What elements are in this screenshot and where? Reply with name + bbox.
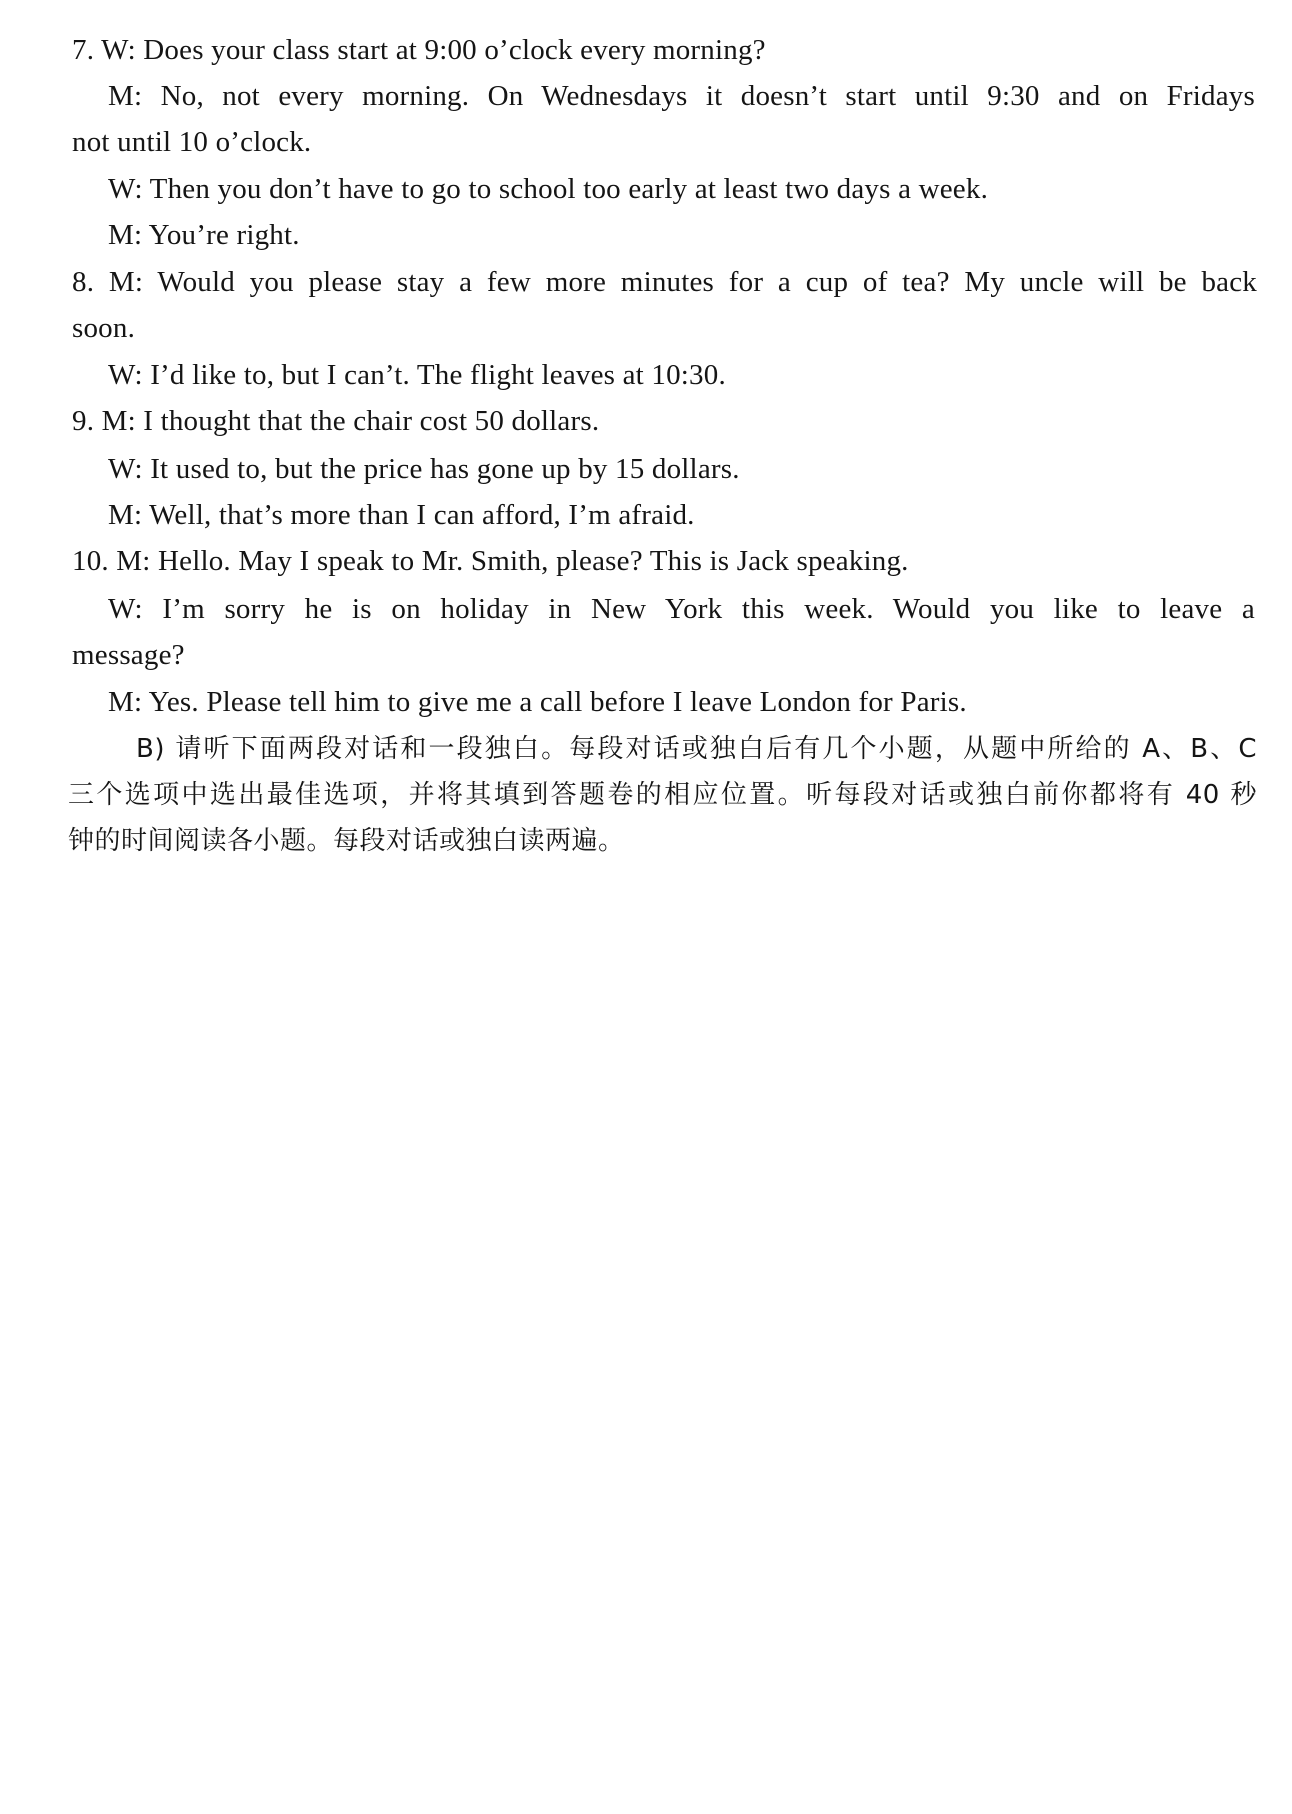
q9-man-line: 9. M: I thought that the chair cost 50 dollars. (72, 405, 600, 437)
q7-woman-line: 7. W: Does your class start at 9:00 o’clock every morning? (72, 34, 766, 66)
section-b-instructions: B) 请听下面两段对话和一段独白。每段对话或独白后有几个小题，从题中所给的 A、B、C (136, 734, 1257, 764)
q8-man-line-cont: soon. (72, 312, 136, 344)
q10-woman-reply-cont: message? (72, 639, 185, 671)
q7-man-reply: M: You’re right. (108, 219, 300, 251)
q10-woman-reply: W: I’m sorry he is on holiday in New York this week. Would you like to leave a (108, 593, 1255, 625)
section-b-instructions-cont: 三个选项中选出最佳选项，并将其填到答题卷的相应位置。听每段对话或独白前你都将有 40 秒 (68, 780, 1257, 810)
q10-man-reply: M: Yes. Please tell him to give me a call before I leave London for Paris. (108, 686, 967, 718)
q10-man-line: 10. M: Hello. May I speak to Mr. Smith, please? This is Jack speaking. (72, 545, 909, 577)
q8-woman-reply: W: I’d like to, but I can’t. The flight leaves at 10:30. (108, 359, 726, 391)
q7-man-line: M: No, not every morning. On Wednesdays it doesn’t start until 9:30 and on Fridays (108, 80, 1255, 112)
q7-man-line-cont: not until 10 o’clock. (72, 126, 312, 158)
q9-man-reply: M: Well, that’s more than I can afford, I’m afraid. (108, 499, 695, 531)
q9-woman-reply: W: It used to, but the price has gone up by 15 dollars. (108, 453, 740, 485)
q8-man-line: 8. M: Would you please stay a few more minutes for a cup of tea? My uncle will be back (72, 266, 1257, 298)
q7-woman-reply: W: Then you don’t have to go to school too early at least two days a week. (108, 173, 989, 205)
section-b-instructions-end: 钟的时间阅读各小题。每段对话或独白读两遍。 (68, 826, 625, 856)
